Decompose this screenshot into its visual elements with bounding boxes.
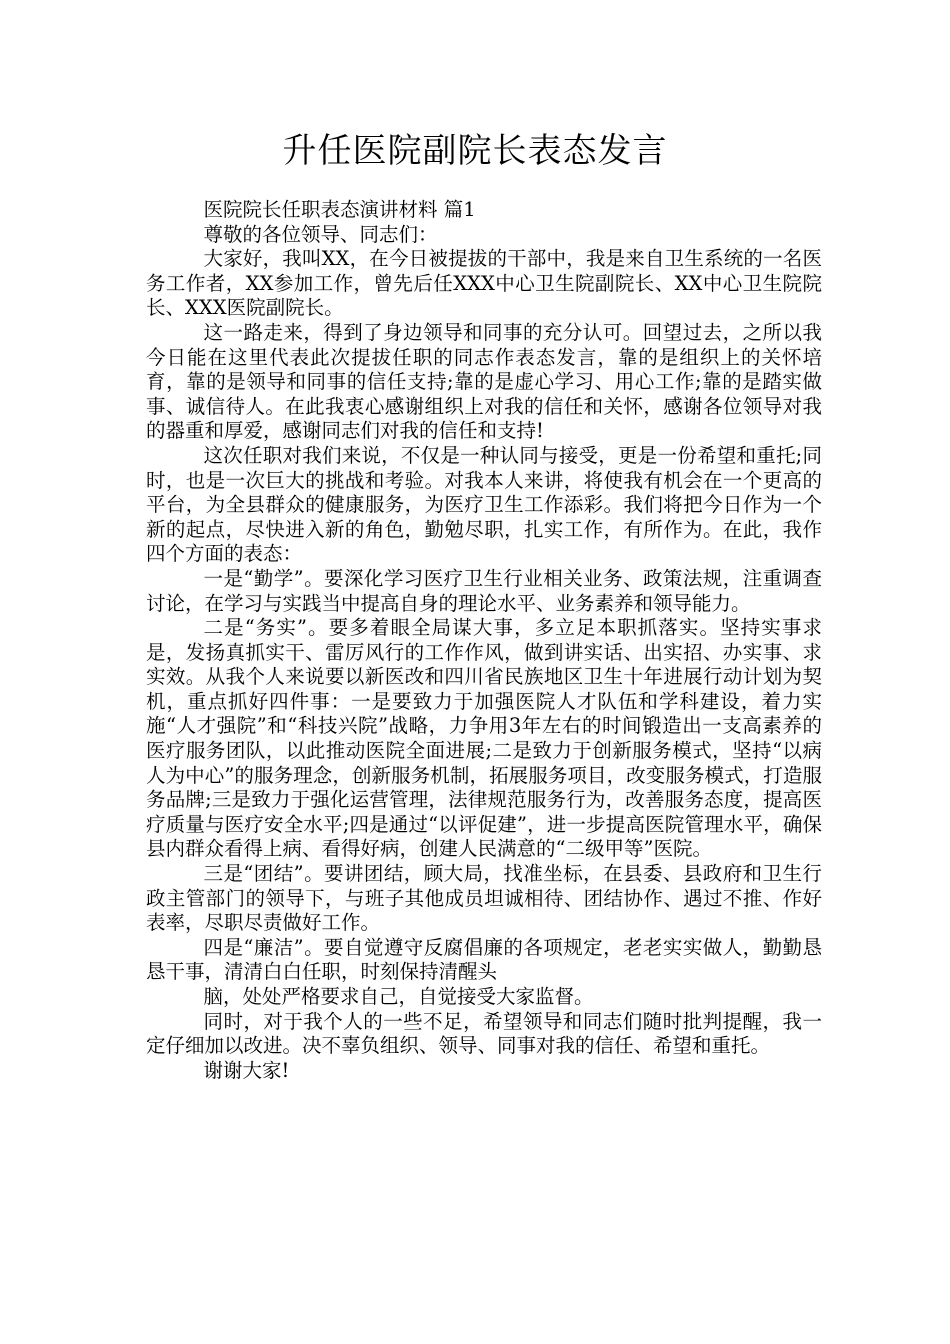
paragraph-point-practical: 二是“务实”。要多着眼全局谋大事，多立足本职抓落实。坚持实事求是，发扬真抓实干、雷厉风行的工作作风，做到讲实话、出实招、办实事、求实效。从我个人来说要以新医改和四川省民族地区卫生十年进展行动计划为契机，重点抓好四件事：一是要致力于加强医院人才队伍和学科建设，着力实施“人才强院”和“科技兴院”战略，力争用3年左右的时间锻造出一支高素养的医疗服务团队，以此推动医院全面进展;二是致力于创新服务模式，坚持“以病人为中心”的服务理念，创新服务机制，拓展服务项目，改变服务模式，打造服务品牌;三是致力于强化运营管理，法律规范服务行为，改善服务态度，提高医疗质量与医疗安全水平;四是通过“以评促建”，进一步提高医院管理水平，确保县内群众看得上病、看得好病，创建人民满意的“二级甲等”医院。 bbox=[146, 616, 822, 861]
paragraph-gratitude: 这一路走来，得到了身边领导和同事的充分认可。回望过去，之所以我今日能在这里代表此次提拔任职的同志作表态发言，靠的是组织上的关怀培育，靠的是领导和同事的信任支持;靠的是虚心学习、用心工作;靠的是踏实做事、诚信待人。在此我衷心感谢组织上对我的信任和关怀，感谢各位领导对我的器重和厚爱，感谢同志们对我的信任和支持! bbox=[146, 320, 822, 443]
paragraph-point-study: 一是“勤学”。要深化学习医疗卫生行业相关业务、政策法规，注重调查讨论，在学习与实践当中提高自身的理论水平、业务素养和领导能力。 bbox=[146, 566, 822, 615]
paragraph-introduction: 大家好，我叫XX，在今日被提拔的干部中，我是来自卫生系统的一名医务工作者，XX参加工作，曾先后任XXX中心卫生院副院长、XX中心卫生院院长、XXX医院副院长。 bbox=[146, 247, 822, 320]
paragraph-salutation: 尊敬的各位领导、同志们： bbox=[203, 222, 438, 246]
paragraph-point-integrity-continued: 脑，处处严格要求自己，自觉接受大家监督。 bbox=[203, 985, 594, 1008]
paragraph-commitment: 这次任职对我们来说，不仅是一种认同与接受，更是一份希望和重托;同时，也是一次巨大的挑战和考验。对我本人来讲，将使我有机会在一个更高的平台，为全县群众的健康服务，为医疗卫生工作添彩。我们将把今日作为一个新的起点，尽快进入新的角色，勤勉尽职，扎实工作，有所作为。在此，我作四个方面的表态： bbox=[146, 443, 822, 566]
document-title: 升任医院副院长表态发言 bbox=[282, 131, 668, 171]
paragraph-point-unity: 三是“团结”。要讲团结，顾大局，找准坐标，在县委、县政府和卫生行政主管部门的领导下，与班子其他成员坦诚相待、团结协作、遇过不推、作好表率，尽职尽责做好工作。 bbox=[146, 862, 822, 935]
paragraph-heading: 医院院长任职表态演讲材料 篇1 bbox=[203, 198, 476, 221]
paragraph-closing: 同时，对于我个人的一些不足，希望领导和同志们随时批判提醒，我一定仔细加以改进。决不辜负组织、领导、同事对我的信任、希望和重托。 bbox=[146, 1009, 822, 1058]
paragraph-thanks: 谢谢大家! bbox=[203, 1058, 290, 1082]
paragraph-point-integrity: 四是“廉洁”。要自觉遵守反腐倡廉的各项规定，老老实实做人，勤勤恳恳干事，清清白白任职，时刻保持清醒头 bbox=[146, 935, 822, 984]
document-body bbox=[146, 198, 822, 1083]
